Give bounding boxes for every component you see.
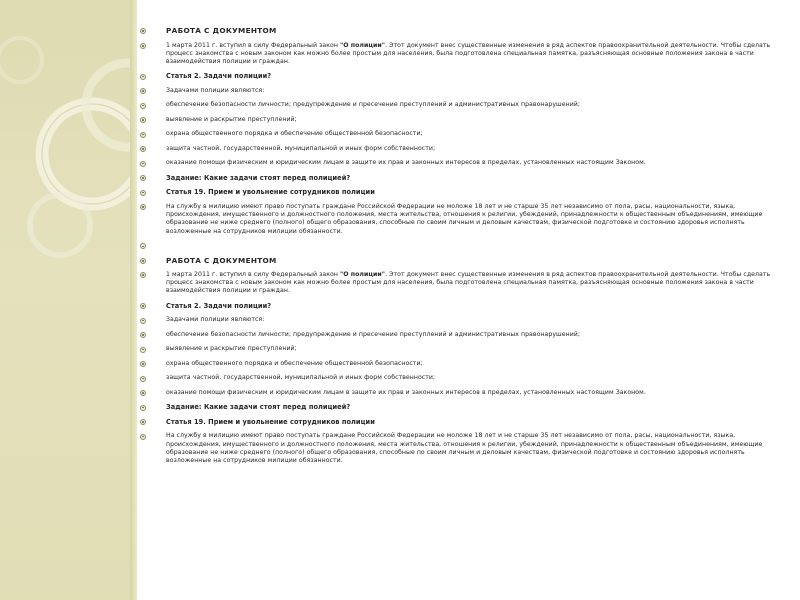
list-item — [140, 345, 780, 353]
content-area — [140, 27, 780, 472]
bullet-icon — [140, 190, 146, 196]
list-item — [140, 72, 780, 80]
bullet-icon — [140, 132, 146, 138]
item-text: обеспечение безопасности личности; предупреждение и пресечение преступлений и административных правонарушений; — [166, 101, 580, 109]
panel-edge — [130, 0, 137, 600]
bullet-icon — [140, 146, 146, 152]
item-text: защита частной, государственной, муниципальной и иных форм собственности; — [166, 374, 436, 382]
list-item — [140, 418, 780, 426]
text-segment: "О полиции" — [340, 271, 386, 278]
bullet-icon — [140, 88, 146, 94]
list-item — [140, 316, 780, 324]
list-item — [140, 257, 780, 265]
bullet-icon — [140, 258, 146, 264]
bullet-icon — [140, 332, 146, 338]
list-item — [140, 174, 780, 182]
item-title: Статья 2. Задачи полиции? — [166, 72, 272, 81]
bullet-icon — [140, 161, 146, 167]
list-item — [140, 242, 780, 250]
item-text: охрана общественного порядка и обеспечение общественной безопасности; — [166, 130, 423, 138]
item-text — [166, 271, 770, 294]
decorative-side-panel — [0, 0, 130, 600]
list-item — [140, 271, 780, 296]
bullet-icon — [140, 347, 146, 353]
list-item — [140, 87, 780, 95]
bullet-icon — [140, 204, 146, 210]
text-segment: "О полиции" — [340, 41, 386, 49]
item-text: Задачами полиции являются: — [166, 86, 265, 94]
item-title: Статья 19. Прием и увольнение сотрудников полиции — [166, 417, 375, 426]
list-item — [140, 145, 780, 153]
bullet-icon — [140, 405, 146, 411]
bullet-icon — [140, 117, 146, 123]
section-heading: РАБОТА С ДОКУМЕНТОМ — [166, 255, 277, 265]
bullet-icon — [140, 434, 146, 440]
text-segment: . Этот документ внес существенные изменения в ряд аспектов правоохранительной деятельности. Чтобы сделать процесс знакомства с новым законом как можно более простым для населения, была подготовлена специальная памятка, разъясняющая основные положения закона в части взаимодействия полиции и граждан. — [166, 41, 771, 65]
bullet-icon — [140, 43, 146, 49]
list-item — [140, 389, 780, 397]
bullet-icon — [140, 243, 146, 249]
bullet-icon — [140, 175, 146, 181]
decorative-circles-graphic — [0, 0, 130, 600]
text-segment: 1 марта 2011 г. вступил в силу Федеральный закон — [166, 41, 340, 49]
item-text: оказание помощи физическим и юридическим лицам в защите их прав и законных интересов в пределах, установленных настоящим Законом. — [166, 159, 646, 167]
item-text: выявление и раскрытие преступлений; — [166, 115, 297, 123]
bullet-icon — [140, 103, 146, 109]
item-title: Статья 2. Задачи полиции? — [166, 301, 272, 310]
list-item — [140, 188, 780, 196]
list-item — [140, 360, 780, 368]
list-item — [140, 42, 780, 67]
item-text: выявление и раскрытие преступлений; — [166, 345, 297, 353]
list-item — [140, 27, 780, 35]
text-segment: . Этот документ внес существенные изменения в ряд аспектов правоохранительной деятельности. Чтобы сделать процесс знакомства с новым законом как можно более простым для населения, была подготовлена специальная памятка, разъясняющая основные положения закона в части взаимодействия полиции и граждан. — [166, 271, 771, 295]
item-text: На службу в милицию имеют право поступать граждане Российской Федерации не моложе 18 лет и не старше 35 лет независимо от пола, расы, национальности, языка, происхождения, имущественного и должностного положения, места жительства, отношения к религии, убеждений, принадлежности к общественным объединениям, имеющие образование не ниже среднего (полного) общего образования, способные по своим личным и деловым качествам, физической подготовке и состоянию здоровья исполнять возложенные на сотрудников милиции обязанности. — [166, 202, 763, 235]
item-title: Статья 19. Прием и увольнение сотрудников полиции — [166, 188, 375, 197]
item-text: защита частной, государственной, муниципальной и иных форм собственности; — [166, 144, 436, 152]
item-text — [166, 42, 770, 65]
bullet-icon — [140, 318, 146, 324]
bullet-icon — [140, 390, 146, 396]
item-text: охрана общественного порядка и обеспечение общественной безопасности; — [166, 359, 423, 367]
list-item — [140, 116, 780, 124]
list-item — [140, 403, 780, 411]
bullet-icon — [140, 272, 146, 278]
text-segment: 1 марта 2011 г. вступил в силу Федеральный закон — [166, 271, 340, 278]
list-item — [140, 101, 780, 109]
item-text: обеспечение безопасности личности; предупреждение и пресечение преступлений и административных правонарушений; — [166, 330, 580, 338]
list-item — [140, 302, 780, 310]
bullet-icon — [140, 303, 146, 309]
list-item — [140, 374, 780, 382]
item-text: Задачами полиции являются: — [166, 316, 265, 324]
bullet-icon — [140, 376, 146, 382]
bullet-icon — [140, 28, 146, 34]
bullet-icon — [140, 361, 146, 367]
item-title: Задание: Какие задачи стоят перед полицией? — [166, 403, 351, 412]
item-text: оказание помощи физическим и юридическим лицам в защите их прав и законных интересов в пределах, установленных настоящим Законом. — [166, 388, 646, 396]
list-item — [140, 432, 780, 465]
item-text: На службу в милицию имеют право поступать граждане Российской Федерации не моложе 18 лет и не старше 35 лет независимо от пола, расы, национальности, языка, происхождения, имущественного и должностного положения, места жительства, отношения к религии, убеждений, принадлежности к общественным объединениям, имеющие образование не ниже среднего (полного) общего образования, способные по своим личным и деловым качествам, физической подготовке и состоянию здоровья исполнять возложенные на сотрудников милиции обязанности. — [166, 432, 763, 465]
section-heading: РАБОТА С ДОКУМЕНТОМ — [166, 26, 277, 35]
bullet-icon — [140, 74, 146, 80]
list-item — [140, 203, 780, 236]
list-item — [140, 130, 780, 138]
bullet-icon — [140, 419, 146, 425]
item-title: Задание: Какие задачи стоят перед полицией? — [166, 173, 351, 182]
list-item — [140, 159, 780, 167]
list-item — [140, 331, 780, 339]
